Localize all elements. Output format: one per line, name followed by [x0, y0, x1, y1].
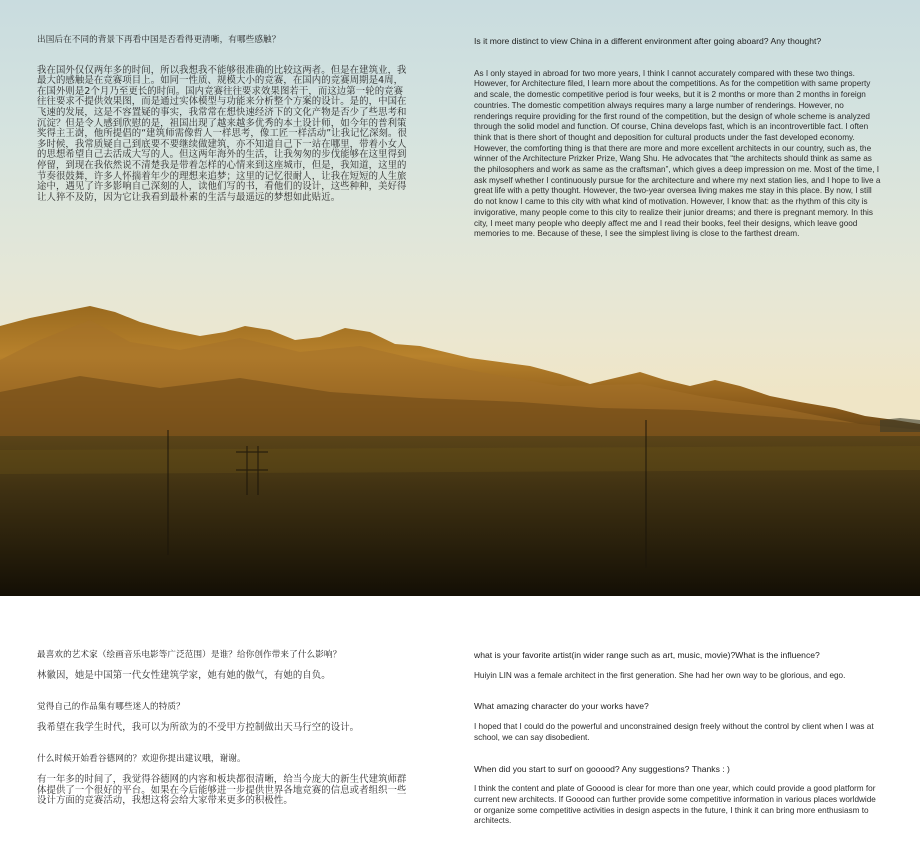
- answer-paragraph: As I only stayed in abroad for two more years, I think I cannot accurately compared with these two things. However, for Architecture filed, I learn more about the competitions. As for the competition with same property and scale, the domestic competitive period is four weeks, but it is 2 months or more than 2 months in foreign countries. The domestic competition always requires many a large number of renderings. However, no renderings require providing for the first round of the competition, but the design of whole scheme is analyzed through the solid model and function. Of course, China develops fast, which is an incontrovertible fact. I often think that is there short of thought and deposition for cultural products under the fast developed economy. However, the comforting thing is that there are more and more excellent architects in our country, such as, the winner of the Architecture Prizker Prize, Wang Shu. He advocates that “the architects should think as same as the philosophers and work as same as the craftsman”, which gives a deep impression on me. Most of the time, I ask myself whether I continuously pursue for the architecture and where my next station lies, and I hope to live a great life with a petty thought. However, the two-year oversea living makes me stay in this place. By now, I still do not know I came to this city with what kind of motivation. However, I know that: as the rhythm of this city is invigorative, many people come to this city to realize their junior dreams; and there is pregnant memory. In this city, I meet many people who deeply affect me and I read their books, feel their designs, which leave good memories to me. Because of these, I see the simplest living is close to the farthest dream.: [474, 68, 881, 239]
- top-chinese-column: [37, 35, 412, 203]
- answer-paragraph: I hoped that I could do the powerful and unconstrained design freely without the control by client when I was at school, we can say disobedient.: [474, 722, 874, 742]
- answer-paragraph: 有一年多的时间了，我觉得谷德网的内容和板块都很清晰，给当今庞大的新生代建筑师群体提供了一个很好的平台。如果在今后能够进一步提供世界各地竞赛的信息或者组织一些设计方面的竞赛活动，我想这将会给大家带来更多的积极性。: [37, 773, 407, 807]
- answer-paragraph: 林徽因，她是中国第一代女性建筑学家，她有她的傲气，有她的自负。: [37, 669, 331, 681]
- top-english-column: [474, 36, 882, 240]
- question-heading: What amazing character do your works have?: [474, 701, 649, 712]
- question-heading: Is it more distinct to view China in a different environment after going aboard? Any thought?: [474, 36, 822, 46]
- question-heading: what is your favorite artist(in wider range such as art, music, movie)?What is the influence?: [474, 650, 820, 660]
- question-heading: 出国后在不同的背景下再看中国是否看得更清晰，有哪些感触？: [37, 35, 281, 45]
- question-heading: When did you start to surf on gooood? Any suggestions? Thanks : ): [474, 763, 730, 774]
- question-heading: 什么时候开始看谷德网的？欢迎你提出建议哦，谢谢。: [37, 754, 246, 765]
- bottom-english-column: [474, 650, 884, 827]
- question-heading: 最喜欢的艺术家（绘画音乐电影等广泛范围）是谁？给你创作带来了什么影响？: [37, 650, 342, 660]
- question-heading: 觉得自己的作品集有哪些迷人的特质？: [37, 702, 185, 713]
- bottom-chinese-column: [37, 650, 412, 807]
- answer-paragraph: I think the content and plate of Gooood is clear for more than one year, which could provide a good platform for current new architects. If Gooood can further provide some competitive information in various places worldwide or organize some competitive activities in design aspects in the future, I think it can bring more enthusiasm to architects.: [474, 784, 876, 826]
- answer-paragraph: Huiyin LIN was a female architect in the first generation. She had her own way to be glorious, and ego.: [474, 670, 846, 680]
- answer-paragraph: 我希望在我学生时代，我可以为所欲为的不受甲方控制做出天马行空的设计。: [37, 721, 360, 733]
- answer-paragraph: 我在国外仅仅两年多的时间，所以我想我不能够很准确的比较这两者。但是在建筑业，我最大的感触是在竞赛项目上。如同一性质、规模大小的竞赛，在国内的竞赛周期是4周，在国外则是2个月乃至更长的时间。国内竞赛往往要求效果图若干，而这边第一轮的竞赛往往要求不提供效果图，而是通过实体模型与功能来分析整个方案的设计。是的，中国在飞速的发展，这是不容置疑的事实，我常常在想快速经济下的文化产物是否少了些思考和沉淀？但是令人感到欣慰的是，祖国出现了越来越多优秀的本土设计师，如今年的普利策奖得主王澍，他所提倡的“建筑师需像哲人一样思考，像工匠一样活动”让我记忆深刻。很多时候，我常质疑自己到底要不要继续做建筑，亦不知道自己下一站在哪里，带着小女人的思想希望自己去活成大写的人。但这两年海外的生活，让我匆匆的步伐能够在这里得到停留，到现在我依然说不清楚我是带着怎样的心情来到这座城市，但是，我知道，这里的节奏很鼓舞，许多人怀揣着年少的理想来追梦；这里的记忆很耐人，让我在短短的人生旅途中，遇见了许多影响自己深刻的人，读他们写的书，看他们的设计，这些种种，美好得让人猝不及防，因为它让我看到最朴素的生活与最遥远的梦想如此贴近。: [37, 64, 407, 203]
